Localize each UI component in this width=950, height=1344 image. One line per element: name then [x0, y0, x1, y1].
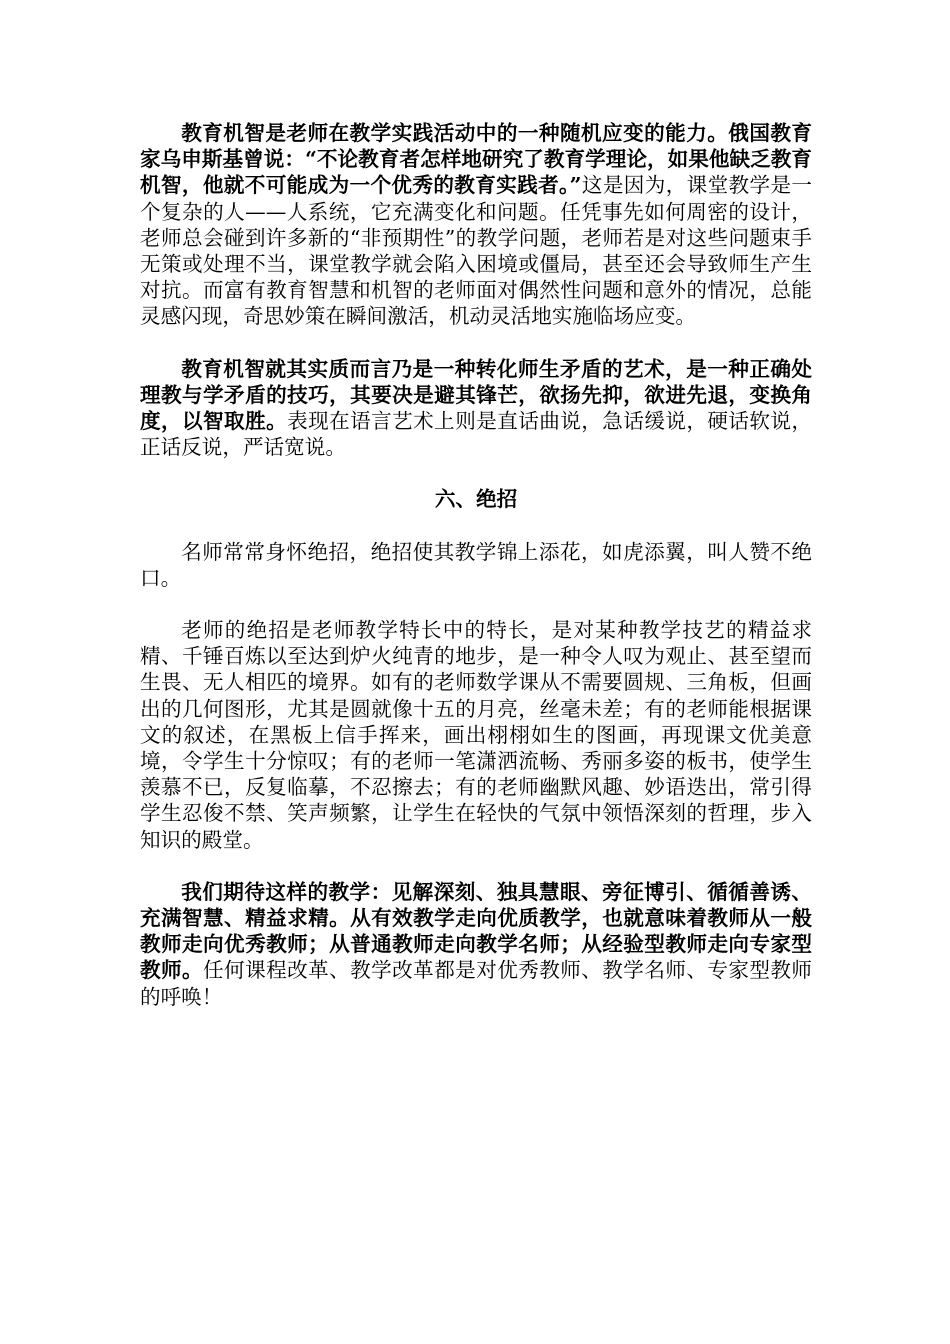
paragraph-bold-text: 我们期待这样的教学：见解深刻、独具慧眼、旁征博引、循循善诱、充满智慧、精益求精。从有效教学走向优质教学，也就意味着教师从一般教师走向优秀教师；从普通教师走向教学名师；从经验型教师走向专家型教师。: [140, 879, 812, 983]
paragraph-bold-text: 教育机智就其实质而言乃是一种转化师生矛盾的艺术，是一种正确处理教与学矛盾的技巧，其要决是避其锋芒，欲扬先抑，欲进先退，变换角度，以智取胜。: [140, 356, 812, 434]
paragraph-skill-examples: 老师的绝招是老师教学特长中的特长，是对某种教学技艺的精益求精、千锤百炼以至达到炉火纯青的地步，是一种令人叹为观止、甚至望而生畏、无人相匹的境界。如有的老师数学课从不需要圆规、三角板，但画出的几何图形，尤其是圆就像十五的月亮，丝毫未差；有的老师能根据课文的叙述，在黑板上信手挥来，画出栩栩如生的图画，再现课文优美意境，令学生十分惊叹；有的老师一笔潇洒流畅、秀丽多姿的板书，使学生羡慕不已，反复临摹，不忍擦去；有的老师幽默风趣、妙语迭出，常引得学生忍俊不禁、笑声频繁，让学生在轻快的气氛中领悟深刻的哲理，步入知识的殿堂。: [140, 618, 812, 852]
paragraph-bold-text: 教育机智是老师在教学实践活动中的一种随机应变的能力。俄国教育家乌申斯基曾说：“不论教育者怎样地研究了教育学理论，如果他缺乏教育机智，他就不可能成为一个优秀的教育实践者。”: [140, 121, 812, 198]
section-heading: 六、绝招: [434, 487, 518, 512]
paragraph-text: 表现在语言艺术上则是直话曲说，急话缓说，硬话软说，正话反说，严话宽说。: [140, 409, 812, 460]
document-body: [140, 120, 812, 1036]
paragraph-text: 这是因为，课堂教学是一个复杂的人——人系统，它充满变化和问题。任凭事先如何周密的设计，老师总会碰到许多新的“非预期性”的教学问题，老师若是对这些问题束手无策或处理不当，课堂教学就会陷入困境或僵局，甚至还会导致师生产生对抗。而富有教育智慧和机智的老师面对偶然性问题和意外的情况，总能灵感闪现，奇思妙策在瞬间激活，机动灵活地实施临场应变。: [140, 173, 812, 329]
paragraph-education-wit-essence: [140, 356, 812, 461]
paragraph-masters-skill: 名师常常身怀绝招，绝招使其教学锦上添花，如虎添翼，叫人赞不绝口。: [140, 539, 812, 590]
paragraph-expectation: [140, 879, 812, 1010]
paragraph-text: 任何课程改革、教学改革都是对优秀教师、教学名师、专家型教师的呼唤！: [140, 958, 813, 1009]
paragraph-education-wit: [140, 120, 812, 330]
